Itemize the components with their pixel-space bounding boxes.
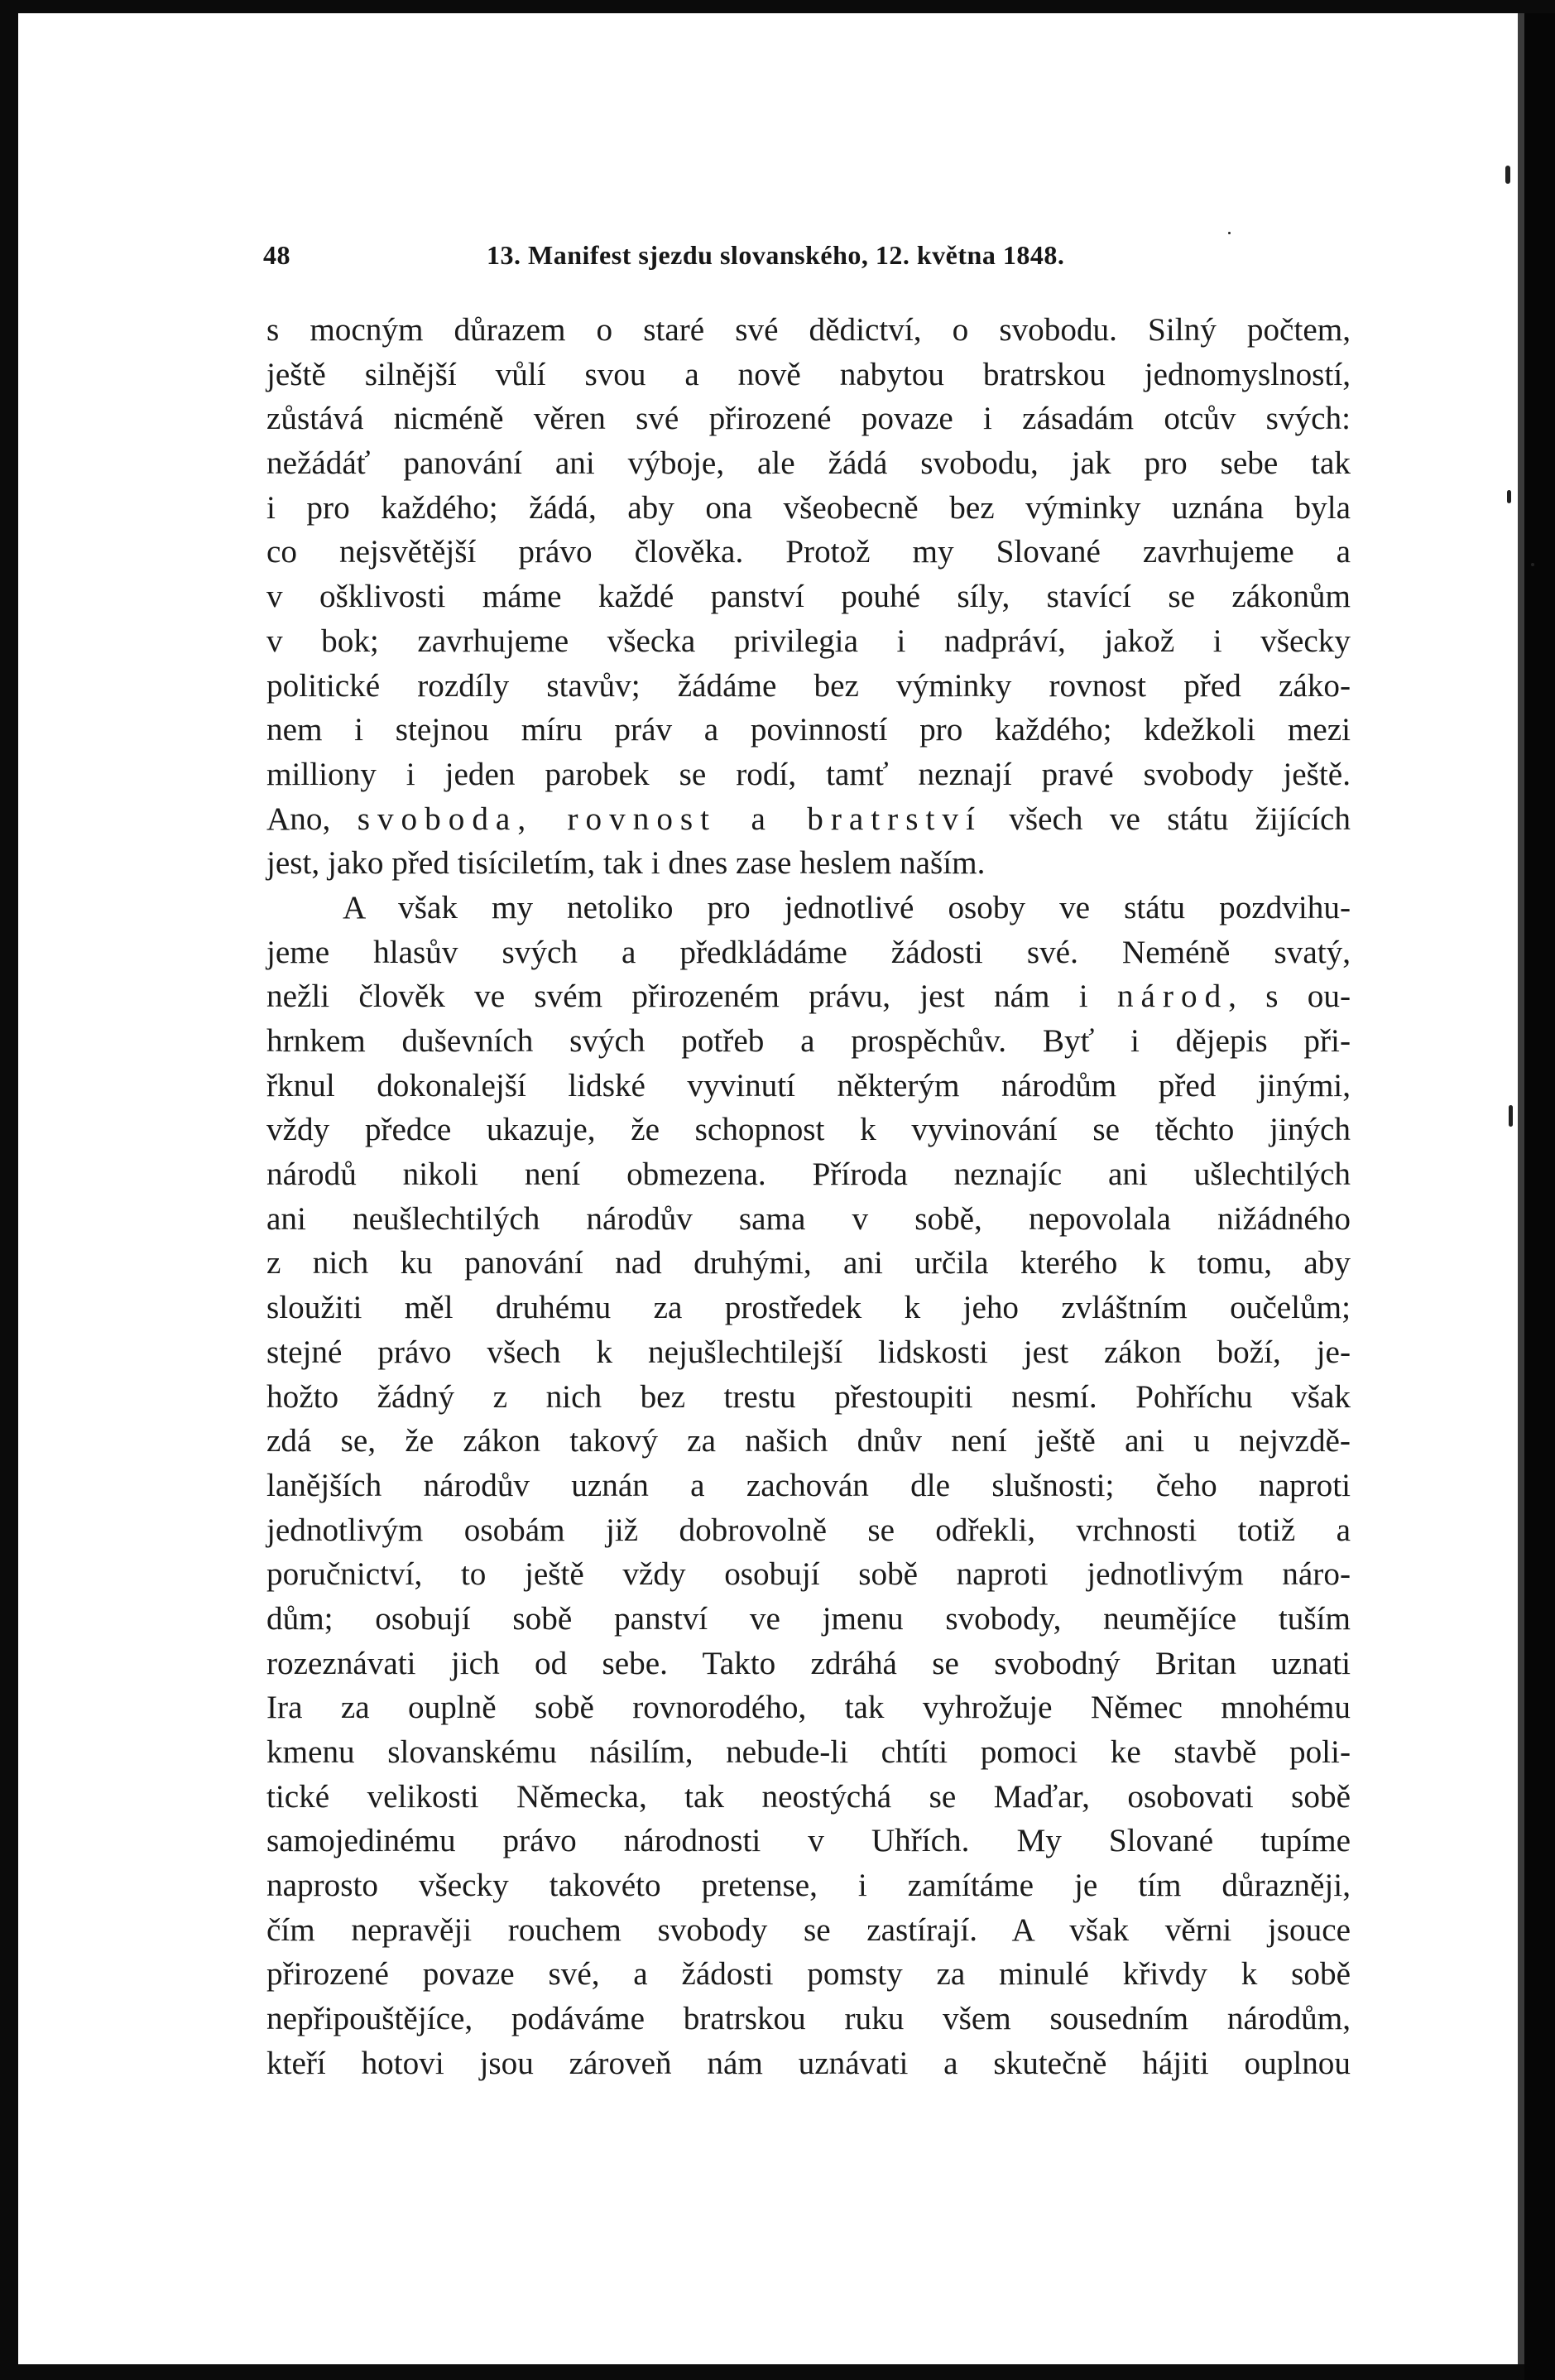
text-line: v bok; zavrhujeme všecka privilegia i nadpráví, jakož i všecky xyxy=(266,623,1351,659)
text-line: tické velikosti Německa, tak neostýchá se Maďar, osobovati sobě xyxy=(266,1778,1351,1815)
text-segment: Ano, xyxy=(266,801,331,837)
text-line: kteří hotovi jsou zároveň nám uznávati a skutečně hájiti ouplnou xyxy=(266,2045,1351,2081)
text-line: rozeznávati jich od sebe. Takto zdráhá se svobodný Britan uznati xyxy=(266,1645,1351,1681)
text-line: samojedinému právo národnosti v Uhřích. My Slované tupíme xyxy=(266,1823,1351,1859)
text-line: ani neušlechtilých národův sama v sobě, nepovolala nižádného xyxy=(266,1200,1351,1237)
text-line: naprosto všecky takovéto pretense, i zamítáme je tím důrazněji, xyxy=(266,1868,1351,1904)
text-line: milliony i jeden parobek se rodí, tamť neznají pravé svobody ještě. xyxy=(266,756,1351,792)
text-line: zůstává nicméně věren své přirozené povaze i zásadám otcův svých: xyxy=(266,401,1351,437)
running-title: 13. Manifest sjezdu slovanského, 12. května 1848. xyxy=(487,240,1065,270)
text-line: nežádáť panování ani výboje, ale žádá svobodu, jak pro sebe tak xyxy=(266,445,1351,482)
scan-speck xyxy=(1507,490,1511,503)
text-line: hrnkem duševních svých potřeb a prospěchův. Byť i dějepis při- xyxy=(266,1023,1351,1059)
text-line: zdá se, že zákon takový za našich dnův není ještě ani u nejvzdě- xyxy=(266,1423,1351,1459)
text-line: ještě silnější vůlí svou a nově nabytou bratrskou jednomyslností, xyxy=(266,356,1351,392)
text-line: Ira za ouplně sobě rovnorodého, tak vyhrožuje Němec mnohému xyxy=(266,1690,1351,1726)
text-line: národů nikoli není obmezena. Příroda neznajíc ani ušlechtilých xyxy=(266,1156,1351,1193)
text-line: stejné právo všech k nejušlechtilejší lidskosti jest zákon boží, je- xyxy=(266,1334,1351,1370)
text-line: v ošklivosti máme každé panství pouhé síly, stavící se zákonům xyxy=(266,579,1351,615)
text-line: nepřipouštějíce, podáváme bratrskou ruku všem sousedním národům, xyxy=(266,2001,1351,2037)
text-line: i pro každého; žádá, aby ona všeobecně bez výminky uznána byla xyxy=(266,489,1351,526)
text-line: vždy předce ukazuje, že schopnost k vyvinování se těchto jiných xyxy=(266,1112,1351,1148)
text-line: politické rozdíly stavův; žádáme bez výminky rovnost před záko- xyxy=(266,667,1351,704)
text-line: kmenu slovanskému násilím, nebude-li chtíti pomoci ke stavbě poli- xyxy=(266,1734,1351,1770)
text-line: nem i stejnou míru práv a povinností pro každého; kdežkoli mezi xyxy=(266,712,1351,748)
paragraph-start-line: A však my netoliko pro jednotlivé osoby ve státu pozdvihu- xyxy=(343,889,1351,926)
text-line-spaced xyxy=(266,974,1351,1019)
text-segment: všech ve státu žijících xyxy=(1009,801,1351,837)
text-line: dům; osobují sobě panství ve jmenu svobody, neumějíce tuším xyxy=(266,1600,1351,1637)
text-line: lanějších národův uznán a zachován dle slušnosti; čeho naproti xyxy=(266,1467,1351,1503)
text-line: sloužiti měl druhému za prostředek k jeho zvláštním oučelům; xyxy=(266,1290,1351,1326)
scan-speck xyxy=(1505,166,1510,184)
text-line: poručnictví, to ještě vždy osobují sobě naproti jednotlivým náro- xyxy=(266,1556,1351,1593)
spaced-emphasis: národ xyxy=(1116,978,1229,1015)
spaced-emphasis: svoboda, rovnost a bratrství xyxy=(357,801,982,837)
scan-border xyxy=(1524,13,1555,2380)
text-line: řknul dokonalejší lidské vyvinutí některým národům před jinými, xyxy=(266,1067,1351,1103)
scan-speck xyxy=(1531,563,1534,566)
text-line: s mocným důrazem o staré své dědictví, o svobodu. Silný počtem, xyxy=(266,312,1351,348)
text-line: čím nepravěji rouchem svobody se zastírají. A však věrni jsouce xyxy=(266,1911,1351,1948)
text-line: hožto žádný z nich bez trestu přestoupiti nesmí. Pohříchu však xyxy=(266,1378,1351,1415)
text-segment: nežli člověk ve svém přirozeném právu, jest nám i xyxy=(266,978,1088,1015)
page-edge xyxy=(1518,13,1524,2364)
scan-speck xyxy=(1509,1105,1513,1127)
scan-speck xyxy=(1228,232,1231,234)
text-segment: , s ou- xyxy=(1228,978,1351,1015)
text-line: z nich ku panování nad druhými, ani určila kterého k tomu, aby xyxy=(266,1245,1351,1281)
page-number: 48 xyxy=(263,240,290,270)
body-text xyxy=(266,308,1351,2086)
text-line: jeme hlasův svých a předkládáme žádosti své. Neméně svatý, xyxy=(266,934,1351,970)
text-line: jest, jako před tisíciletím, tak i dnes zase heslem naším. xyxy=(266,845,986,882)
text-line: přirozené povaze své, a žádosti pomsty za minulé křivdy k sobě xyxy=(266,1956,1351,1993)
text-line: jednotlivým osobám již dobrovolně se odřekli, vrchnosti totiž a xyxy=(266,1512,1351,1548)
text-line: co nejsvětější právo člověka. Protož my Slované zavrhujeme a xyxy=(266,534,1351,570)
text-line-spaced xyxy=(266,797,1351,842)
